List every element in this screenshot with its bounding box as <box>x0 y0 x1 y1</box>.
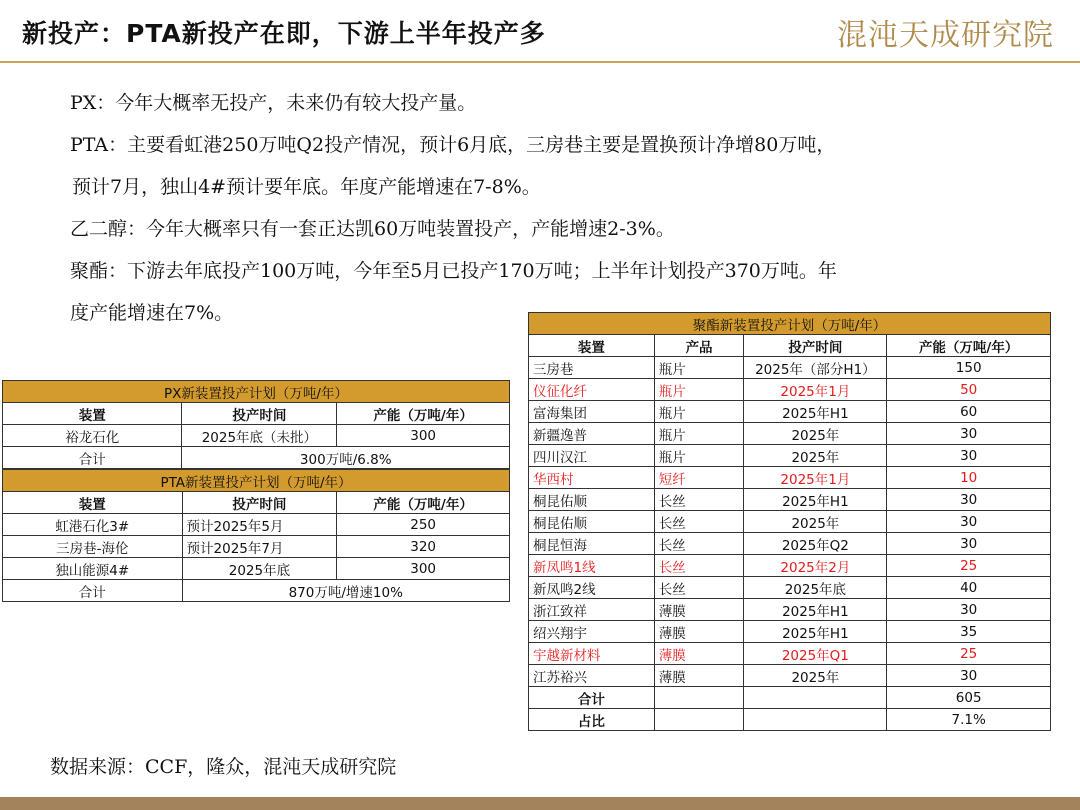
table-row <box>529 599 1051 621</box>
poly-cell-time: 2025年2月 <box>744 555 887 577</box>
poly-cell-product: 长丝 <box>654 533 744 555</box>
poly-cell-capacity: 30 <box>887 599 1051 621</box>
research-institute-logo: 混沌天成研究院 <box>837 18 1054 53</box>
header-divider <box>0 61 1080 63</box>
table-row <box>529 423 1051 445</box>
poly-cell-time: 2025年H1 <box>744 489 887 511</box>
pta-cell-unit: 虹港石化3# <box>3 514 183 536</box>
px-cell-unit: 裕龙石化 <box>3 425 182 447</box>
poly-total-value: 605 <box>887 687 1051 709</box>
poly-share-empty <box>744 709 887 731</box>
table-row <box>529 555 1051 577</box>
table-row <box>3 558 510 580</box>
table-row <box>529 445 1051 467</box>
poly-cell-capacity: 150 <box>887 357 1051 379</box>
poly-cell-unit: 浙江致祥 <box>529 599 655 621</box>
poly-cell-product: 长丝 <box>654 555 744 577</box>
pta-cell-capacity: 300 <box>337 558 510 580</box>
poly-cell-time: 2025年H1 <box>744 599 887 621</box>
table-row <box>529 511 1051 533</box>
table-row <box>529 357 1051 379</box>
poly-cell-product: 薄膜 <box>654 621 744 643</box>
pta-header-time: 投产时间 <box>182 492 337 514</box>
poly-cell-capacity: 25 <box>887 643 1051 665</box>
poly-cell-capacity: 30 <box>887 489 1051 511</box>
poly-header-product: 产品 <box>654 335 744 357</box>
table-row <box>529 489 1051 511</box>
paragraph-polyester: 聚酯：下游去年底投产100万吨，今年至5月已投产170万吨；上半年计划投产370万吨。年 <box>70 260 837 282</box>
poly-cell-product: 瓶片 <box>654 445 744 467</box>
poly-share-empty <box>654 709 744 731</box>
table-row <box>529 467 1051 489</box>
poly-cell-capacity: 40 <box>887 577 1051 599</box>
px-cell-capacity: 300 <box>337 425 510 447</box>
poly-cell-unit: 桐昆佑顺 <box>529 489 655 511</box>
poly-cell-unit: 仪征化纤 <box>529 379 655 401</box>
poly-cell-product: 长丝 <box>654 489 744 511</box>
poly-cell-capacity: 50 <box>887 379 1051 401</box>
poly-cell-unit: 三房巷 <box>529 357 655 379</box>
px-total-label: 合计 <box>3 447 182 469</box>
poly-cell-product: 瓶片 <box>654 379 744 401</box>
table-row <box>529 577 1051 599</box>
table-row <box>529 401 1051 423</box>
poly-cell-time: 2025年 <box>744 665 887 687</box>
poly-cell-product: 长丝 <box>654 577 744 599</box>
poly-cell-unit: 富海集团 <box>529 401 655 423</box>
pta-header-unit: 装置 <box>3 492 183 514</box>
poly-cell-product: 瓶片 <box>654 401 744 423</box>
px-header-capacity: 产能（万吨/年） <box>337 403 510 425</box>
pta-cell-time: 预计2025年7月 <box>182 536 337 558</box>
px-new-capacity-table <box>2 380 510 469</box>
poly-cell-capacity: 25 <box>887 555 1051 577</box>
poly-cell-unit: 宇越新材料 <box>529 643 655 665</box>
pta-cell-capacity: 320 <box>337 536 510 558</box>
poly-total-empty <box>744 687 887 709</box>
paragraph-pta-cont: 预计7月，独山4#预计要年底。年度产能增速在7-8%。 <box>72 176 541 198</box>
pta-cell-capacity: 250 <box>337 514 510 536</box>
pta-cell-time: 预计2025年5月 <box>182 514 337 536</box>
px-table-caption: PX新装置投产计划（万吨/年） <box>3 381 510 403</box>
poly-cell-time: 2025年（部分H1） <box>744 357 887 379</box>
table-row <box>529 621 1051 643</box>
px-header-unit: 装置 <box>3 403 182 425</box>
poly-header-capacity: 产能（万吨/年） <box>887 335 1051 357</box>
poly-cell-capacity: 30 <box>887 665 1051 687</box>
poly-cell-unit: 新凤鸣2线 <box>529 577 655 599</box>
poly-cell-product: 薄膜 <box>654 665 744 687</box>
poly-cell-unit: 华西村 <box>529 467 655 489</box>
table-row <box>3 514 510 536</box>
poly-cell-time: 2025年H1 <box>744 621 887 643</box>
table-row <box>3 425 510 447</box>
data-source-note: 数据来源：CCF，隆众，混沌天成研究院 <box>50 756 397 778</box>
pta-total-label: 合计 <box>3 580 183 602</box>
pta-total-value: 870万吨/增速10% <box>182 580 509 602</box>
poly-cell-capacity: 35 <box>887 621 1051 643</box>
poly-cell-capacity: 60 <box>887 401 1051 423</box>
table-row <box>529 665 1051 687</box>
pta-table-caption: PTA新装置投产计划（万吨/年） <box>3 470 510 492</box>
poly-total-empty <box>654 687 744 709</box>
paragraph-polyester-cont: 度产能增速在7%。 <box>70 302 234 324</box>
poly-cell-unit: 江苏裕兴 <box>529 665 655 687</box>
poly-cell-time: 2025年Q2 <box>744 533 887 555</box>
pta-new-capacity-table <box>2 469 510 602</box>
poly-total-label: 合计 <box>529 687 655 709</box>
poly-cell-capacity: 30 <box>887 533 1051 555</box>
poly-cell-product: 薄膜 <box>654 599 744 621</box>
poly-cell-product: 短纤 <box>654 467 744 489</box>
table-row <box>529 379 1051 401</box>
poly-share-label: 占比 <box>529 709 655 731</box>
pta-header-capacity: 产能（万吨/年） <box>337 492 510 514</box>
pta-cell-unit: 三房巷-海伦 <box>3 536 183 558</box>
poly-cell-time: 2025年Q1 <box>744 643 887 665</box>
paragraph-pta: PTA：主要看虹港250万吨Q2投产情况，预计6月底，三房巷主要是置换预计净增80万吨， <box>70 134 836 156</box>
poly-cell-unit: 新疆逸普 <box>529 423 655 445</box>
poly-table-caption: 聚酯新装置投产计划（万吨/年） <box>529 313 1051 335</box>
px-total-value: 300万吨/6.8% <box>182 447 510 469</box>
poly-cell-time: 2025年 <box>744 511 887 533</box>
pta-cell-unit: 独山能源4# <box>3 558 183 580</box>
polyester-new-capacity-table <box>528 312 1051 731</box>
paragraph-px: PX：今年大概率无投产，未来仍有较大投产量。 <box>70 92 477 114</box>
poly-cell-time: 2025年底 <box>744 577 887 599</box>
poly-cell-unit: 四川汉江 <box>529 445 655 467</box>
poly-cell-capacity: 30 <box>887 511 1051 533</box>
pta-cell-time: 2025年底 <box>182 558 337 580</box>
px-header-time: 投产时间 <box>182 403 337 425</box>
page-title: 新投产：PTA新投产在即，下游上半年投产多 <box>22 19 546 48</box>
table-row <box>529 643 1051 665</box>
footer-bar <box>0 797 1080 810</box>
poly-header-unit: 装置 <box>529 335 655 357</box>
summary-text <box>70 82 1030 334</box>
table-row <box>3 536 510 558</box>
poly-cell-time: 2025年 <box>744 423 887 445</box>
poly-cell-capacity: 30 <box>887 445 1051 467</box>
poly-share-value: 7.1% <box>887 709 1051 731</box>
poly-cell-time: 2025年H1 <box>744 401 887 423</box>
poly-header-time: 投产时间 <box>744 335 887 357</box>
paragraph-meg: 乙二醇：今年大概率只有一套正达凯60万吨装置投产，产能增速2-3%。 <box>70 218 675 240</box>
poly-cell-unit: 新凤鸣1线 <box>529 555 655 577</box>
px-cell-time: 2025年底（未批） <box>182 425 337 447</box>
poly-cell-capacity: 30 <box>887 423 1051 445</box>
poly-cell-unit: 桐昆恒海 <box>529 533 655 555</box>
poly-cell-product: 薄膜 <box>654 643 744 665</box>
poly-cell-product: 长丝 <box>654 511 744 533</box>
poly-cell-time: 2025年1月 <box>744 379 887 401</box>
table-row <box>529 533 1051 555</box>
poly-cell-time: 2025年1月 <box>744 467 887 489</box>
poly-cell-unit: 绍兴翔宇 <box>529 621 655 643</box>
poly-cell-time: 2025年 <box>744 445 887 467</box>
poly-cell-product: 瓶片 <box>654 423 744 445</box>
poly-cell-unit: 桐昆佑顺 <box>529 511 655 533</box>
poly-cell-product: 瓶片 <box>654 357 744 379</box>
poly-cell-capacity: 10 <box>887 467 1051 489</box>
